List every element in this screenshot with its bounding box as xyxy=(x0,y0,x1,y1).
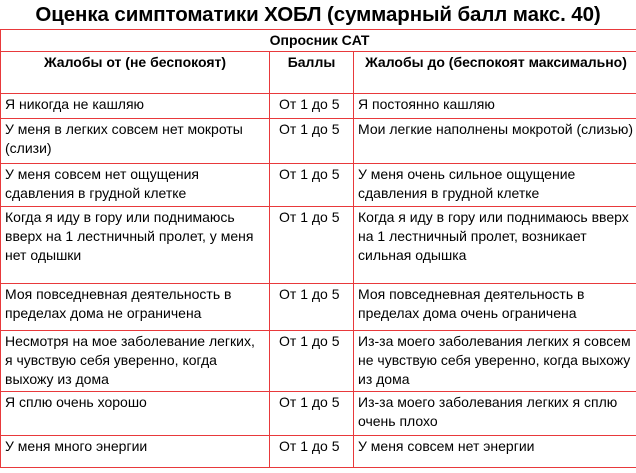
score-cell: От 1 до 5 xyxy=(270,164,354,207)
table-row xyxy=(1,284,636,331)
score-cell: От 1 до 5 xyxy=(270,331,354,392)
complaint-to-cell: Мои легкие наполнены мокротой (слизью) xyxy=(354,119,636,164)
complaint-to-cell: У меня совсем нет энергии xyxy=(354,436,636,468)
table-row xyxy=(1,164,636,207)
header-score: Баллы xyxy=(270,52,354,94)
table-row xyxy=(1,119,636,164)
complaint-from-cell: Я никогда не кашляю xyxy=(1,94,270,119)
complaint-from-cell: У меня много энергии xyxy=(1,436,270,468)
table-row xyxy=(1,436,636,468)
table-caption: Опросник CAT xyxy=(1,30,636,52)
complaint-from-cell: Несмотря на мое заболевание легких, я чувствую себя уверенно, когда выхожу из дома xyxy=(1,331,270,392)
page-title: Оценка симптоматики ХОБЛ (суммарный балл макс. 40) xyxy=(35,3,601,26)
complaint-to-cell: Из-за моего заболевания легких я совсем не чувствую себя уверенно, когда выхожу из дома xyxy=(354,331,636,392)
table-row xyxy=(1,207,636,284)
complaint-to-cell: Моя повседневная деятельность в пределах дома очень ограничена xyxy=(354,284,636,331)
score-cell: От 1 до 5 xyxy=(270,392,354,436)
score-cell: От 1 до 5 xyxy=(270,436,354,468)
complaint-from-cell: Я сплю очень хорошо xyxy=(1,392,270,436)
table-row xyxy=(1,94,636,119)
score-cell: От 1 до 5 xyxy=(270,207,354,284)
complaint-to-cell: Когда я иду в гору или поднимаюсь вверх на 1 лестничный пролет, возникает сильная одышка xyxy=(354,207,636,284)
complaint-from-cell: Моя повседневная деятельность в пределах дома не ограничена xyxy=(1,284,270,331)
complaint-from-cell: У меня в легких совсем нет мокроты (слизи) xyxy=(1,119,270,164)
complaint-from-cell: Когда я иду в гору или поднимаюсь вверх на 1 лестничный пролет, у меня нет одышки xyxy=(1,207,270,284)
header-complaints-to: Жалобы до (беспокоят максимально) xyxy=(354,52,636,94)
cat-questionnaire-table xyxy=(0,29,636,468)
complaint-to-cell: Я постоянно кашляю xyxy=(354,94,636,119)
complaint-from-cell: У меня совсем нет ощущения сдавления в грудной клетке xyxy=(1,164,270,207)
header-complaints-from: Жалобы от (не беспокоят) xyxy=(1,52,270,94)
table-row xyxy=(1,331,636,392)
score-cell: От 1 до 5 xyxy=(270,94,354,119)
score-cell: От 1 до 5 xyxy=(270,119,354,164)
score-cell: От 1 до 5 xyxy=(270,284,354,331)
table-row xyxy=(1,392,636,436)
complaint-to-cell: У меня очень сильное ощущение сдавления в грудной клетке xyxy=(354,164,636,207)
complaint-to-cell: Из-за моего заболевания легких я сплю очень плохо xyxy=(354,392,636,436)
